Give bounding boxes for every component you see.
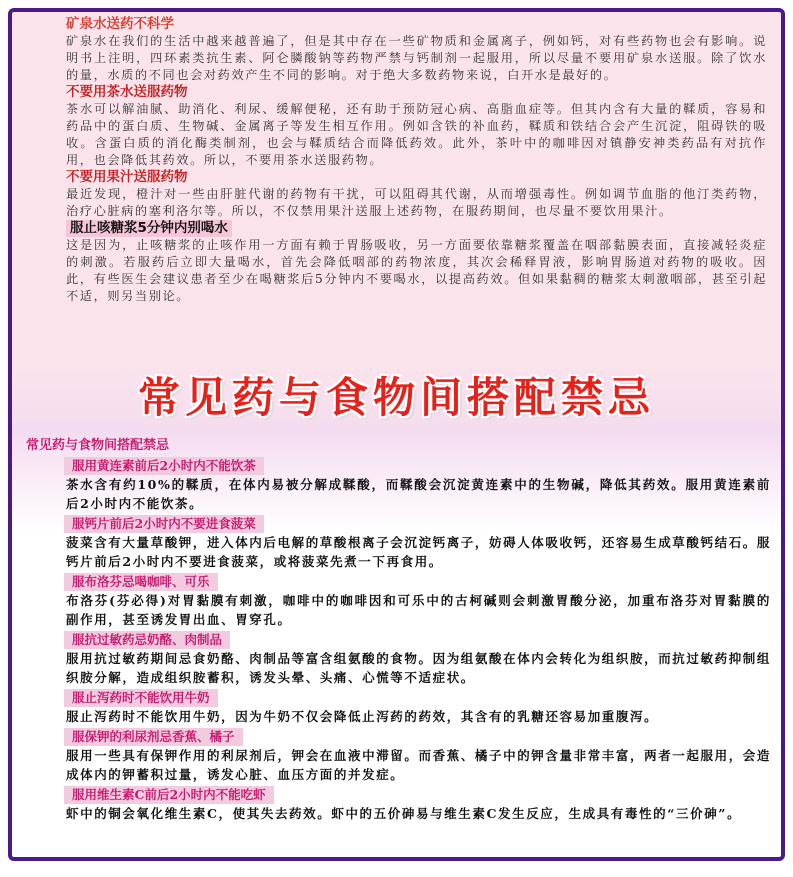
- heading-mineral-water: 矿泉水送药不科学: [66, 16, 174, 32]
- item-heading: 服钙片前后2小时内不要进食菠菜: [64, 515, 264, 533]
- item-body: 虾中的铜会氧化维生素C，使其失去药效。虾中的五价砷易与维生素C发生反应，生成具有毒性的“三价砷”。: [66, 806, 742, 821]
- main-title: 常见药与食物间搭配禁忌: [137, 373, 655, 422]
- para-syrup: 这是因为，止咳糖浆的止咳作用一方面有赖于胃肠吸收，另一方面要依靠糖浆覆盖在咽部黏膜表面，直接减轻炎症的刺激。若服药后立即大量喝水，首先会降低咽部的药物浓度，其次会稀释胃液，影响胃肠道对药物的吸收。因此，有些医生会建议患者至少在喝糖浆后5分钟内不要喝水，以提高药效。但如果黏稠的糖浆太刺激咽部，甚至引起不适，则另当别论。: [66, 238, 767, 303]
- item-body: 服用一些具有保钾作用的利尿剂后，钾会在血液中滞留。而香蕉、橘子中的钾含量非常丰富，两者一起服用，会造成体内的钾蓄积过量，诱发心脏、血压方面的并发症。: [66, 748, 772, 782]
- item-heading: 服布洛芬忌喝咖啡、可乐: [64, 573, 218, 591]
- item-heading: 服用维生素C前后2小时内不能吃虾: [64, 786, 274, 804]
- bottom-section: [12, 437, 781, 823]
- section-subtitle: 常见药与食物间搭配禁忌: [26, 438, 170, 453]
- item-heading: 服用黄连素前后2小时内不能饮茶: [64, 457, 264, 475]
- item-heading: 服止泻药时不能饮用牛奶: [64, 689, 218, 707]
- poster: [8, 8, 785, 861]
- heading-syrup: 服止咳糖浆5分钟内别喝水: [26, 220, 767, 237]
- para-mineral-water: 矿泉水在我们的生活中越来越普遍了，但是其中存在一些矿物质和金属离子，例如钙，对有些药物也会有影响。说明书上注明，四环素类抗生素、阿仑膦酸钠等药物严禁与钙制剂一起服用，所以尽量不要用矿泉水送服。除了饮水的量，水质的不同也会对药效产生不同的影响。对于绝大多数药物来说，白开水是最好的。: [66, 34, 767, 82]
- item-heading: 服抗过敏药忌奶酪、肉制品: [64, 631, 230, 649]
- item-heading: 服保钾的利尿剂忌香蕉、橘子: [64, 728, 243, 746]
- para-tea: 茶水可以解油腻、助消化、利尿、缓解便秘，还有助于预防冠心病、高脂血症等。但其内含有大量的鞣质，容易和药品中的蛋白质、生物碱、金属离子等发生相互作用。例如含铁的补血药，鞣质和铁结合会产生沉淀，阻碍铁的吸收。含蛋白质的消化酶类制剂，也会与鞣质结合而降低药效。此外，茶叶中的咖啡因对镇静安神类药品有对抗作用，也会降低其药效。所以，不要用茶水送服药物。: [66, 102, 767, 167]
- item-body: 服止泻药时不能饮用牛奶，因为牛奶不仅会降低止泻药的药效，其含有的乳糖还容易加重腹泻。: [66, 709, 659, 724]
- item-body: 茶水含有约10%的鞣质，在体内易被分解成鞣酸，而鞣酸会沉淀黄连素中的生物碱，降低其药效。服用黄连素前后2小时内不能饮茶。: [66, 477, 771, 511]
- heading-tea: 不要用茶水送服药物: [66, 84, 188, 100]
- item-body: 布洛芬(芬必得)对胃黏膜有刺激，咖啡中的咖啡因和可乐中的古柯碱则会刺激胃酸分泌，加重布洛芬对胃黏膜的副作用，甚至诱发胃出血、胃穿孔。: [66, 593, 771, 627]
- top-section: [12, 12, 781, 372]
- para-juice: 最近发现，橙汁对一些由肝脏代谢的药物有干扰，可以阻碍其代谢，从而增强毒性。例如调节血脂的他汀类药物，治疗心脏病的塞利洛尔等。所以，不仅禁用果汁送服上述药物，在服药期间，也尽量不要饮用果汁。: [66, 187, 767, 218]
- item-body: 服用抗过敏药期间忌食奶酪、肉制品等富含组氨酸的食物。因为组氨酸在体内会转化为组织胺，而抗过敏药抑制组织胺分解，造成组织胺蓄积，诱发头晕、头痛、心慌等不适症状。: [66, 651, 772, 685]
- heading-juice: 不要用果汁送服药物: [66, 169, 188, 185]
- item-body: 菠菜含有大量草酸钾，进入体内后电解的草酸根离子会沉淀钙离子，妨碍人体吸收钙，还容易生成草酸钙结石。服钙片前后2小时内不要进食菠菜，或将菠菜先煮一下再食用。: [66, 535, 772, 569]
